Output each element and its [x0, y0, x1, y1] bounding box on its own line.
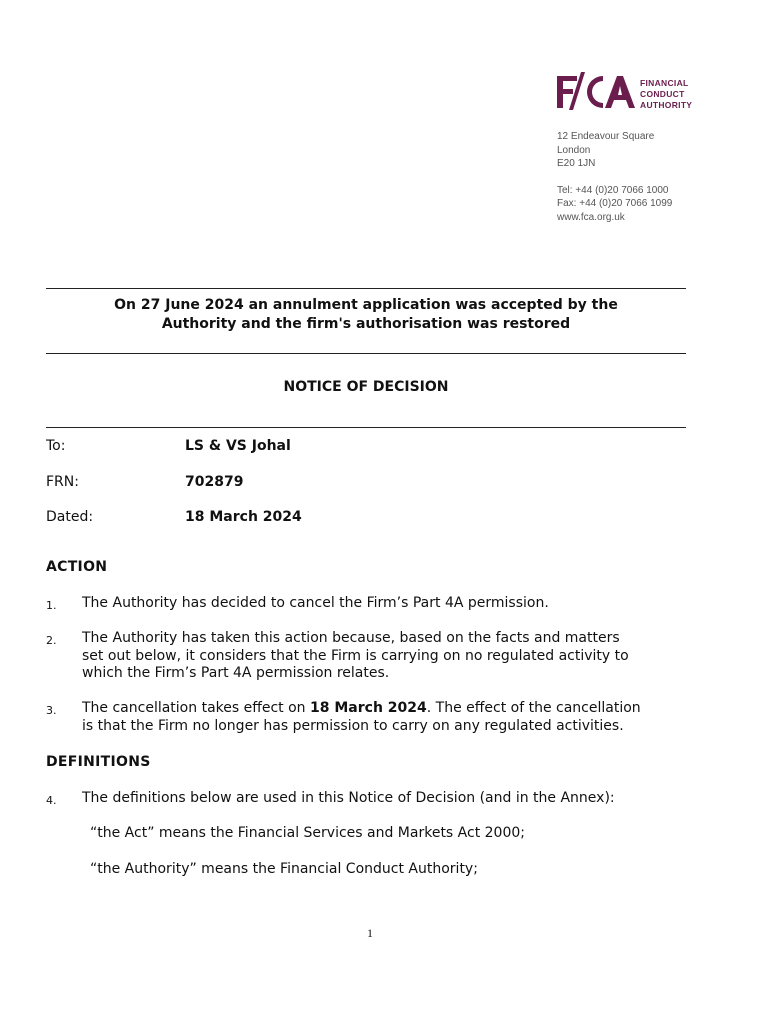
divider-rule: [46, 427, 686, 428]
contact-tel: Tel: +44 (0)20 7066 1000: [557, 184, 669, 196]
address-line-3: E20 1JN: [557, 158, 596, 169]
section-heading-action: ACTION: [46, 559, 108, 575]
contact-fax: Fax: +44 (0)20 7066 1099: [557, 198, 673, 209]
contact-web: www.fca.org.uk: [557, 211, 625, 223]
paragraph-number: 1.: [46, 599, 57, 612]
fca-logo: [557, 70, 697, 114]
banner-line-1: On 27 June 2024 an annulment application was accepted by the: [114, 297, 618, 313]
page-number: 1: [367, 926, 373, 940]
authority-address: [557, 130, 672, 224]
paragraph-number: 2.: [46, 634, 57, 647]
meta-value: LS & VS Johal: [185, 438, 291, 454]
definition-item: “the Act” means the Financial Services and Markets Act 2000;: [90, 825, 525, 841]
address-line-2: London: [557, 144, 591, 156]
paragraph-line: set out below, it considers that the Firm is carrying on no regulated activity to: [82, 647, 629, 664]
paragraph-line: The Authority has decided to cancel the Firm’s Part 4A permission.: [82, 595, 549, 611]
banner-line-2: Authority and the firm's authorisation was restored: [161, 316, 571, 332]
paragraph-number: 3.: [46, 704, 57, 717]
notice-title: NOTICE OF DECISION: [283, 379, 449, 395]
divider-rule: [46, 288, 686, 289]
logo-line-3: AUTHORITY: [640, 100, 693, 110]
logo-line-2: CONDUCT: [640, 89, 685, 99]
paragraph-line: which the Firm’s Part 4A permission relates.: [82, 665, 390, 681]
fca-logo-mark-icon: [557, 70, 635, 110]
section-heading-definitions: DEFINITIONS: [46, 754, 151, 770]
text-run: . The effect of the cancellation: [426, 700, 641, 716]
divider-rule: [46, 353, 686, 354]
effective-date: 18 March 2024: [310, 700, 427, 716]
annulment-banner: [46, 296, 686, 334]
logo-wordmark: [640, 78, 692, 111]
meta-label: Dated:: [46, 509, 94, 525]
logo-line-1: FINANCIAL: [640, 78, 689, 88]
paragraph-line: [82, 700, 702, 718]
paragraph-line: The definitions below are used in this Notice of Decision (and in the Annex):: [82, 790, 615, 806]
paragraph-line: is that the Firm no longer has permission to carry on any regulated activities.: [82, 717, 624, 734]
meta-label: FRN:: [46, 474, 79, 490]
text-run: The cancellation takes effect on: [82, 700, 311, 716]
address-line-1: 12 Endeavour Square: [557, 131, 655, 142]
meta-value: 702879: [185, 474, 244, 490]
meta-label: To:: [46, 438, 66, 454]
meta-value: 18 March 2024: [185, 509, 302, 525]
paragraph-line: The Authority has taken this action because, based on the facts and matters: [82, 630, 620, 646]
definition-item: “the Authority” means the Financial Conduct Authority;: [90, 861, 478, 877]
paragraph-number: 4.: [46, 794, 57, 807]
